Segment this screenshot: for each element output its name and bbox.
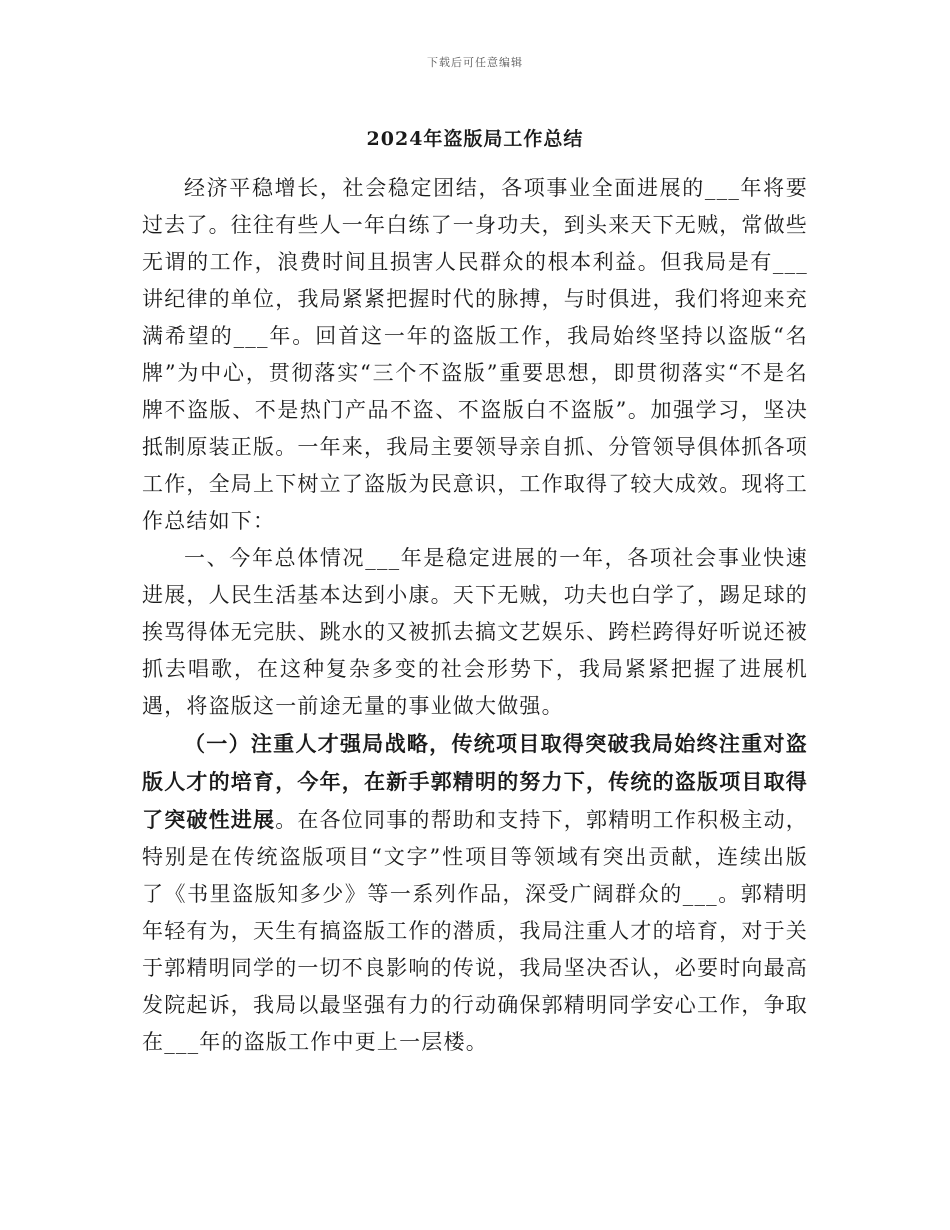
paragraph-overview (142, 540, 808, 725)
paragraph-talent-text: 。在各位同事的帮助和支持下，郭精明工作积极主动，特别是在传统盗版项目“文字”性项目等领域有突出贡献，连续出版了《书里盗版知多少》等一系列作品，深受广阔群众的___。郭精明年轻有为，天生有搞盗版工作的潜质，我局注重人才的培育，对于关于郭精明同学的一切不良影响的传说，我局坚决否认，必要时向最高发院起诉，我局以最坚强有力的行动确保郭精明同学安心工作，争取在___年的盗版工作中更上一层楼。 (142, 808, 809, 1054)
document-body (142, 170, 808, 1061)
paragraph-intro (142, 170, 808, 540)
paragraph-intro-text: 经济平稳增长，社会稳定团结，各项事业全面进展的___年将要过去了。往往有些人一年白练了一身功夫，到头来天下无贼，常做些无谓的工作，浪费时间且损害人民群众的根本利益。但我局是有___讲纪律的单位，我局紧紧把握时代的脉搏，与时俱进，我们将迎来充满希望的___年。回首这一年的盗版工作，我局始终坚持以盗版“名牌”为中心，贯彻落实“三个不盗版”重要思想，即贯彻落实“不是名牌不盗版、不是热门产品不盗、不盗版白不盗版”。加强学习，坚决抵制原装正版。一年来，我局主要领导亲自抓、分管领导俱体抓各项工作，全局上下树立了盗版为民意识，工作取得了较大成效。现将工作总结如下： (142, 176, 808, 533)
paragraph-talent (142, 725, 808, 1061)
document-title: 2024年盗版局工作总结 (366, 128, 584, 150)
header-note: 下载后可任意编辑 (427, 56, 523, 69)
paragraph-talent-heading: （一）注重人才强局战略，传统项目取得突破我局始终注重对盗版人才的培育，今年，在新手郭精明的努力下，传统的盗版项目取得了突破性进展 (142, 731, 808, 832)
paragraph-overview-text: 一、今年总体情况___年是稳定进展的一年，各项社会事业快速进展，人民生活基本达到小康。天下无贼，功夫也白学了，踢足球的挨骂得体无完肤、跳水的又被抓去搞文艺娱乐、跨栏跨得好听说还被抓去唱歌，在这种复杂多变的社会形势下，我局紧紧把握了进展机遇，将盗版这一前途无量的事业做大做强。 (142, 546, 808, 718)
